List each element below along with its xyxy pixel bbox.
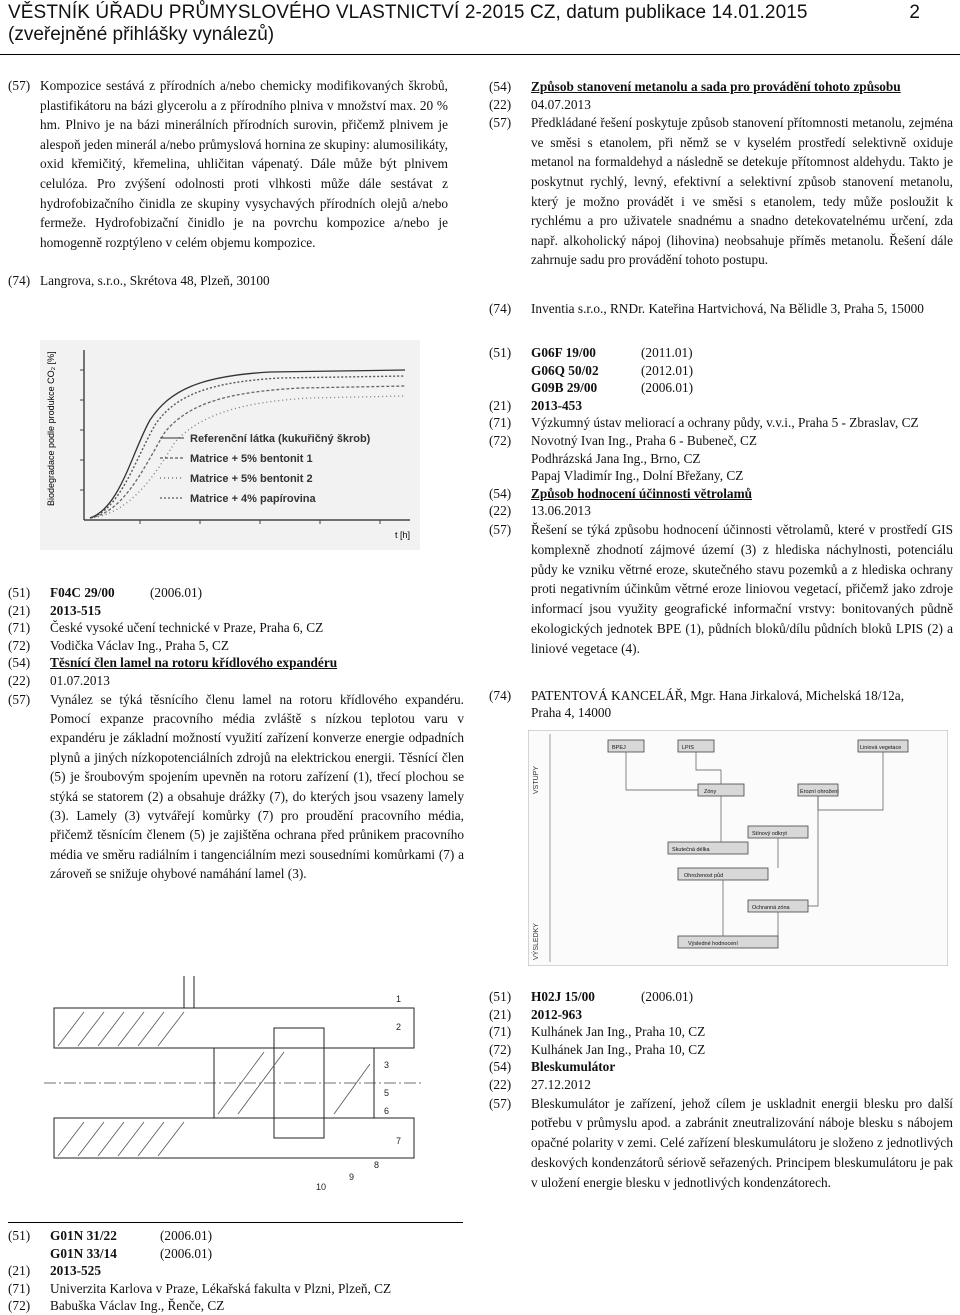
attorney: Praha 4, 14000 [531, 705, 612, 721]
classification: G09B 29/00 [531, 380, 598, 396]
journal-title: VĚSTNÍK ÚŘADU PRŮMYSLOVÉHO VLASTNICTVÍ 2-2015 CZ, datum publikace 14.01.2015 [8, 2, 808, 23]
code-74: (74) [8, 273, 31, 289]
invention-title: Způsob stanovení metanolu a sada pro provádění tohoto způsobu [531, 79, 901, 94]
inventor: Babuška Václav Ing., Řenče, CZ [50, 1298, 225, 1314]
inventor: Novotný Ivan Ing., Praha 6 - Bubeneč, CZ [531, 432, 757, 448]
attorney: Langrova, s.r.o., Skrétova 48, Plzeň, 30100 [40, 273, 270, 289]
applicant: České vysoké učení technické v Praze, Praha 6, CZ [50, 620, 324, 636]
code-57: (57) [8, 78, 31, 93]
attorney: PATENTOVÁ KANCELÁŘ, Mgr. Hana Jirkalová, Michelská 18/12a, [531, 687, 905, 703]
code-22: (22) [8, 672, 31, 688]
classification-date: (2012.01) [641, 362, 694, 378]
figure-expander-drawing [44, 968, 424, 1194]
page-number: 2 [909, 2, 920, 23]
entry-separator [8, 1222, 463, 1223]
application-number: 2012-963 [531, 1006, 582, 1022]
code-57: (57) [489, 1095, 512, 1111]
entry-expander-seal [8, 584, 464, 884]
application-number: 2013-453 [531, 397, 582, 413]
chart-xlabel: t [h] [395, 530, 411, 540]
code-51: (51) [489, 989, 512, 1004]
entry-bleskumulator [489, 988, 953, 1193]
figure-biodegradation [40, 340, 420, 550]
code-54: (54) [8, 655, 31, 671]
filing-date: 01.07.2013 [50, 672, 110, 688]
code-21: (21) [489, 397, 512, 413]
code-71: (71) [8, 620, 31, 636]
code-51: (51) [8, 1228, 31, 1243]
flow-box: BPEJ [612, 745, 626, 751]
application-number: 2013-515 [50, 602, 101, 618]
classification: G01N 31/22 [50, 1228, 117, 1243]
header-rule [0, 54, 960, 55]
classification: F04C 29/00 [50, 585, 115, 600]
inventor: Vodička Václav Ing., Praha 5, CZ [50, 637, 229, 653]
code-71: (71) [489, 415, 512, 431]
abstract: Předkládané řešení poskytuje způsob stanovení přítomnosti metanolu, zejména ve směsi s etanolem, při němž se v kyselém prostředí selektivně oxiduje metanol na formaldehyd a následně se detekuje přítomnost aldehydu. Takto je poskytnut rychlý, levný, efektivní a selektivní způsob stanovení metanolu, který je možno provádět i ve směsi s etanolem, tedy může posloužit k rychlému a pro uživatele snadnému a snadno detekovatelnému určení, zda např. alkoholický nápoj (lihovina) neobsahuje příměs metanolu. Řešení dále zahrnuje sadu pro provádění tohoto postupu. [531, 115, 953, 268]
code-74: (74) [489, 687, 512, 703]
code-54: (54) [489, 485, 512, 501]
application-number: 2013-525 [50, 1263, 101, 1279]
code-74: (74) [489, 300, 512, 316]
part-label: 1 [396, 994, 402, 1004]
classification: G06F 19/00 [531, 345, 596, 360]
code-54: (54) [489, 1059, 512, 1075]
flow-box: Výsledné hodnocení [688, 941, 738, 947]
abstract: Řešení se týká způsobu hodnocení účinnosti větrolamů, které v prostředí GIS komplexně zhodnotí zájmové území (3) z hlediska náchylnosti, potenciálu půdy ke vzniku větrné eroze, skutečného stavu pozemků a z hlediska ochrany proti negativním účinkům větrné eroze liniovou vegetací, přičemž jako zdroje informací jsou využity geografické informační vrstvy: bonitovaných půdně ekologických jednotek BPE (1), půdních bloků/dílu půdních bloků LPIS (2) a liniové vegetace (4). [531, 521, 953, 656]
flow-side-label: VSTUPY [533, 765, 540, 794]
code-71: (71) [8, 1280, 31, 1296]
code-22: (22) [489, 1076, 512, 1092]
flow-box: Zóny [704, 789, 717, 795]
code-57: (57) [8, 691, 31, 707]
code-57: (57) [489, 115, 512, 131]
code-21: (21) [8, 1263, 31, 1279]
flow-side-label: VÝSLEDKY [533, 923, 540, 960]
part-label: 3 [384, 1060, 390, 1070]
code-57: (57) [489, 521, 512, 537]
abstract: Kompozice sestává z přírodních a/nebo chemicky modifikovaných škrobů, plastifikátoru na bázi glycerolu a z přírodního plniva v množství max. 20 % hm. Plnivo je na bázi minerálních přírodních surovin, přičemž plnivem je alespoň jeden minerál a/nebo průmyslová hornina ze skupiny: alumosilikáty, oxid křemičitý, křemelina, uhličitan vápenatý. Dále může být plnivem celulóza. Pro zvýšení odolnosti proti vlhkosti může dále sestávat z hydrofobizačního činidla ze skupiny vysychavých přírodních olejů a/nebo fermeže. Hydrofobizační činidlo je na povrchu kompozice a/nebo je homogenně rozptýleno v celém objemu kompozice. [40, 78, 448, 250]
code-22: (22) [489, 503, 512, 519]
flow-box: Liniová vegetace [860, 745, 902, 751]
legend-item: Matrice + 4% papírovina [190, 493, 316, 505]
applicant: Výzkumný ústav meliorací a ochrany půdy, v.v.i., Praha 5 - Zbraslav, CZ [531, 415, 919, 431]
biodegradation-chart [40, 340, 420, 550]
classification-date: (2006.01) [160, 1228, 213, 1243]
journal-subtitle: (zveřejněné přihlášky vynálezů) [8, 24, 275, 45]
chart-ylabel: Biodegradace podle produkce CO₂ [%] [46, 351, 56, 506]
entry-windbreak-evaluation [489, 344, 953, 722]
classification-date: (2006.01) [150, 585, 203, 600]
flow-box: Stínový odkryt [752, 831, 787, 837]
entry-methanol-test [8, 1227, 464, 1315]
classification-date: (2006.01) [160, 1245, 213, 1261]
code-21: (21) [8, 602, 31, 618]
code-54: (54) [489, 79, 512, 94]
legend-item: Matrice + 5% bentonit 1 [190, 453, 313, 465]
invention-title: Bleskumulátor [531, 1059, 616, 1075]
figure-gis-flowchart [528, 730, 948, 966]
abstract: Bleskumulátor je zařízení, jehož cílem je uskladnit energii blesku pro další potřebu v průmyslu apod. a zabránit zneutralizování náboje blesku s nábojem opačné polarity v zemi. Celé zařízení bleskumulátoru je složeno z jednotlivých deskových kondenzátorů sériově seřazených. Principem bleskumulátoru je pak v uložení energie blesku v jednotlivých kondenzátorech. [531, 1095, 953, 1190]
legend-item: Matrice + 5% bentonit 2 [190, 473, 313, 485]
gis-flowchart [528, 730, 948, 966]
code-72: (72) [489, 1041, 512, 1057]
flow-box: LPIS [682, 745, 694, 751]
inventor: Papaj Vladimír Ing., Dolní Břežany, CZ [531, 468, 744, 484]
invention-title: Těsnící člen lamel na rotoru křídlového expandéru [50, 655, 338, 671]
abstract: Vynález se týká těsnícího členu lamel na rotoru křídlového expandéru. Pomocí expanze pracovního média zvláště s nízkou teplotou varu v expandéru je základní možností využití zařízení konverze energie odpadních plynů a jiných nízkopotenciálních zdrojů na elektrickou energii. Těsnící člen (5) je šroubovým spojením upevněn na rotoru zařízení (1), třecí plochou se stýká se statorem (2) a obsahuje drážky (7), do kterých jsou vsazeny lamely (3). Lamely (3) vytvářejí komůrky (7) pro proudění pracovního média, přičemž těsnícím členem (5) je zajištěna ochrana před průnikem pracovního média ve směru radiálním i tangenciálním mezi sousedními komůrkami (7) a zároveň se snižuje ohybové namáhání lamel (3). [50, 691, 464, 882]
code-51: (51) [8, 585, 31, 600]
part-label: 10 [316, 1182, 327, 1192]
part-label: 9 [349, 1172, 355, 1182]
entry-methanol-determination [489, 78, 953, 318]
classification-date: (2006.01) [641, 380, 694, 396]
part-label: 5 [384, 1088, 390, 1098]
code-51: (51) [489, 345, 512, 360]
entry-starch-composition [8, 76, 448, 290]
code-72: (72) [8, 637, 31, 653]
flow-box: Skutečná délka [672, 847, 710, 853]
flow-box: Erozní ohrožení [800, 789, 839, 795]
applicant: Univerzita Karlova v Praze, Lékařská fakulta v Plzni, Plzeň, CZ [50, 1280, 392, 1296]
invention-title: Způsob hodnocení účinnosti větrolamů [531, 485, 753, 501]
part-label: 8 [374, 1160, 380, 1170]
legend-item: Referenční látka (kukuřičný škrob) [190, 433, 371, 445]
code-72: (72) [489, 432, 512, 448]
filing-date: 13.06.2013 [531, 503, 591, 519]
classification-date: (2011.01) [641, 345, 693, 360]
code-72: (72) [8, 1298, 31, 1314]
part-label: 6 [384, 1106, 390, 1116]
inventor: Kulhánek Jan Ing., Praha 10, CZ [531, 1041, 706, 1057]
code-21: (21) [489, 1006, 512, 1022]
attorney: Inventia s.r.o., RNDr. Kateřina Hartvichová, Na Bělidle 3, Praha 5, 15000 [531, 300, 924, 316]
classification: G06Q 50/02 [531, 362, 599, 378]
filing-date: 04.07.2013 [531, 96, 591, 112]
filing-date: 27.12.2012 [531, 1076, 591, 1092]
classification-date: (2006.01) [641, 989, 694, 1004]
code-71: (71) [489, 1024, 512, 1040]
code-22: (22) [489, 96, 512, 112]
classification: G01N 33/14 [50, 1245, 117, 1261]
classification: H02J 15/00 [531, 989, 595, 1004]
part-label: 2 [396, 1022, 402, 1032]
inventor: Podhrázská Jana Ing., Brno, CZ [531, 450, 701, 466]
expander-drawing [44, 968, 424, 1194]
applicant: Kulhánek Jan Ing., Praha 10, CZ [531, 1024, 706, 1040]
part-label: 7 [396, 1136, 402, 1146]
flow-box: Ohroženost půd [684, 873, 724, 879]
flow-box: Ochranná zóna [752, 905, 790, 911]
